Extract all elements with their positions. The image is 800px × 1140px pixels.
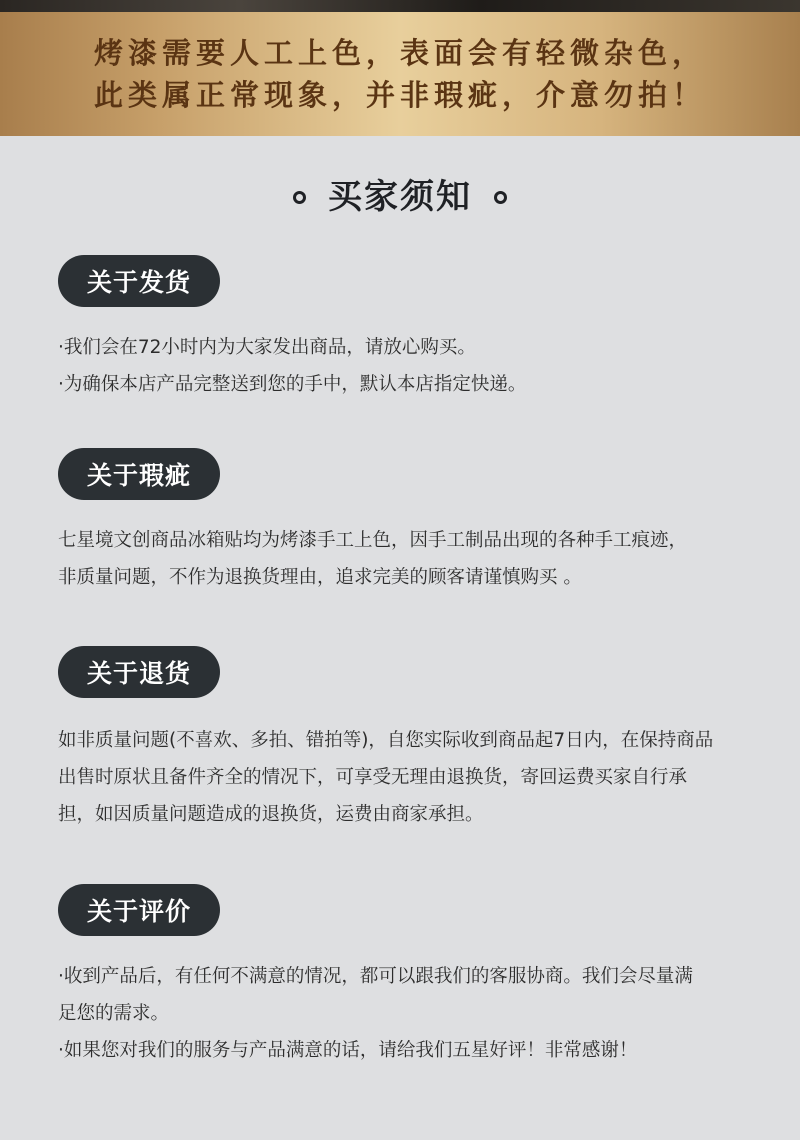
section-body-shipping <box>58 329 748 403</box>
banner-line-2: 此类属正常现象，并非瑕疵，介意勿拍！ <box>93 78 706 112</box>
section-heading-shipping: 关于发货 <box>58 255 220 307</box>
text-line: 担，如因质量问题造成的退换货，运费由商家承担。 <box>58 804 484 825</box>
section-body-returns <box>58 722 748 833</box>
top-decorative-strip <box>0 0 800 12</box>
text-line: 出售时原状且备件齐全的情况下，可享受无理由退换货，寄回运费买家自行承 <box>58 767 688 788</box>
text-line: ·我们会在72小时内为大家发出商品，请放心购买。 <box>58 337 476 358</box>
section-body-defects <box>58 522 748 596</box>
text-line: ·收到产品后，有任何不满意的情况，都可以跟我们的客服协商。我们会尽量满 <box>58 966 693 987</box>
page-title <box>0 170 800 216</box>
section-heading-returns: 关于退货 <box>58 646 220 698</box>
section-heading-defects: 关于瑕疵 <box>58 448 220 500</box>
banner-line-1: 烤漆需要人工上色，表面会有轻微杂色， <box>93 36 706 70</box>
text-line: ·如果您对我们的服务与产品满意的话，请给我们五星好评！非常感谢！ <box>58 1040 638 1061</box>
circle-bullet-icon <box>494 191 507 204</box>
text-line: ·为确保本店产品完整送到您的手中，默认本店指定快递。 <box>58 374 527 395</box>
circle-bullet-icon <box>293 191 306 204</box>
text-line: 足您的需求。 <box>58 1003 170 1024</box>
text-line: 非质量问题，不作为退换货理由，追求完美的顾客请谨慎购买 。 <box>58 567 582 588</box>
section-heading-reviews: 关于评价 <box>58 884 220 936</box>
text-line: 七星境文创商品冰箱贴均为烤漆手工上色，因手工制品出现的各种手工痕迹， <box>58 530 688 551</box>
page-title-text: 买家须知 <box>328 176 472 217</box>
notice-banner <box>0 12 800 136</box>
text-line: 如非质量问题(不喜欢、多拍、错拍等)，自您实际收到商品起7日内，在保持商品 <box>58 730 714 751</box>
section-body-reviews <box>58 958 748 1069</box>
